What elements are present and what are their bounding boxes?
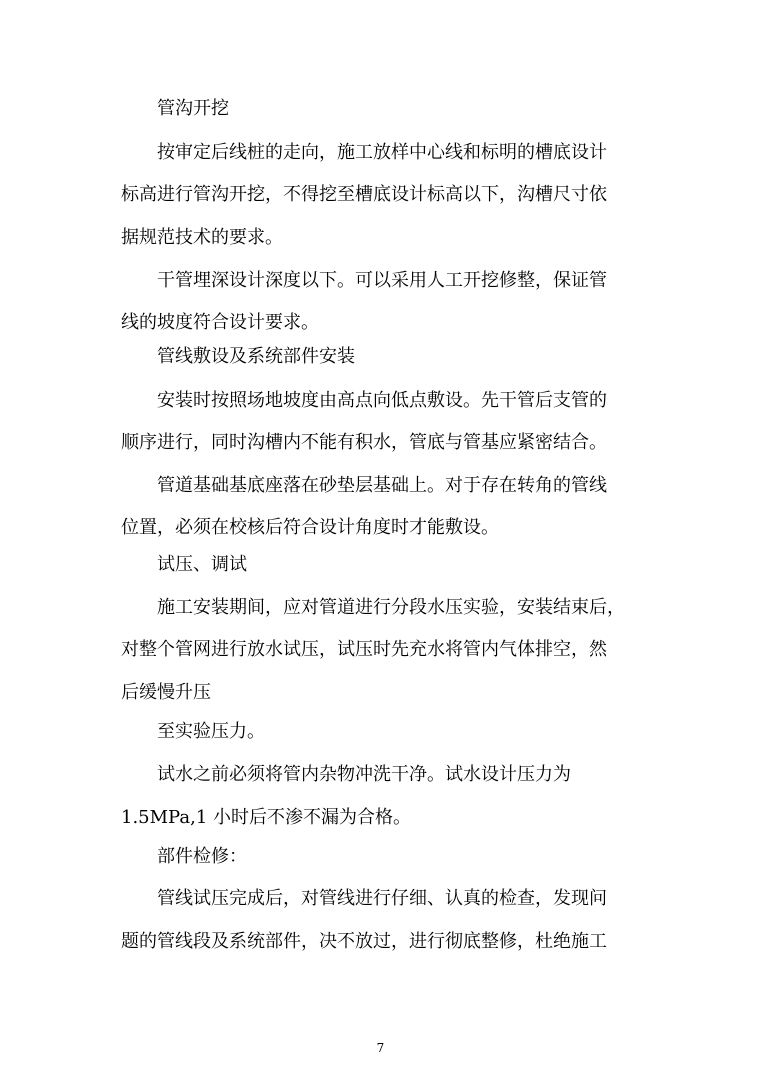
section-heading-pressure-test: 试压、调试 [157, 554, 247, 575]
paragraph-line: 管道基础基底座落在砂垫层基础上。对于存在转角的管线 [157, 475, 607, 496]
paragraph-line: 1.5MPa,1 小时后不渗不漏为合格。 [121, 807, 411, 828]
paragraph-line: 标高进行管沟开挖，不得挖至槽底设计标高以下，沟槽尺寸依 [121, 184, 607, 205]
paragraph-line: 对整个管网进行放水试压，试压时先充水将管内气体排空，然 [121, 639, 607, 660]
paragraph-line: 据规范技术的要求。 [121, 227, 283, 248]
paragraph-line: 位置，必须在校核后符合设计角度时才能敷设。 [121, 517, 499, 538]
paragraph-line: 至实验压力。 [157, 721, 265, 742]
paragraph-line: 管线试压完成后，对管线进行仔细、认真的检查，发现问 [157, 888, 607, 909]
paragraph-line: 题的管线段及系统部件，决不放过，进行彻底整修，杜绝施工 [121, 931, 607, 952]
section-heading-trench-excavation: 管沟开挖 [157, 98, 229, 119]
section-heading-pipe-laying: 管线敷设及系统部件安装 [157, 346, 355, 367]
paragraph-line: 按审定后线桩的走向，施工放样中心线和标明的槽底设计 [157, 142, 607, 163]
section-heading-component-repair: 部件检修： [157, 846, 247, 867]
paragraph-line: 安装时按照场地坡度由高点向低点敷设。先干管后支管的 [157, 390, 607, 411]
paragraph-line: 试水之前必须将管内杂物冲洗干净。试水设计压力为 [157, 764, 571, 785]
paragraph-line: 干管埋深设计深度以下。可以采用人工开挖修整，保证管 [157, 270, 607, 291]
paragraph-line: 施工安装期间，应对管道进行分段水压实验，安装结束后， [157, 597, 625, 618]
paragraph-line: 线的坡度符合设计要求。 [121, 312, 319, 333]
page-number: 7 [376, 1041, 385, 1055]
paragraph-line: 后缓慢升压 [121, 682, 211, 703]
paragraph-line: 顺序进行，同时沟槽内不能有积水，管底与管基应紧密结合。 [121, 432, 607, 453]
